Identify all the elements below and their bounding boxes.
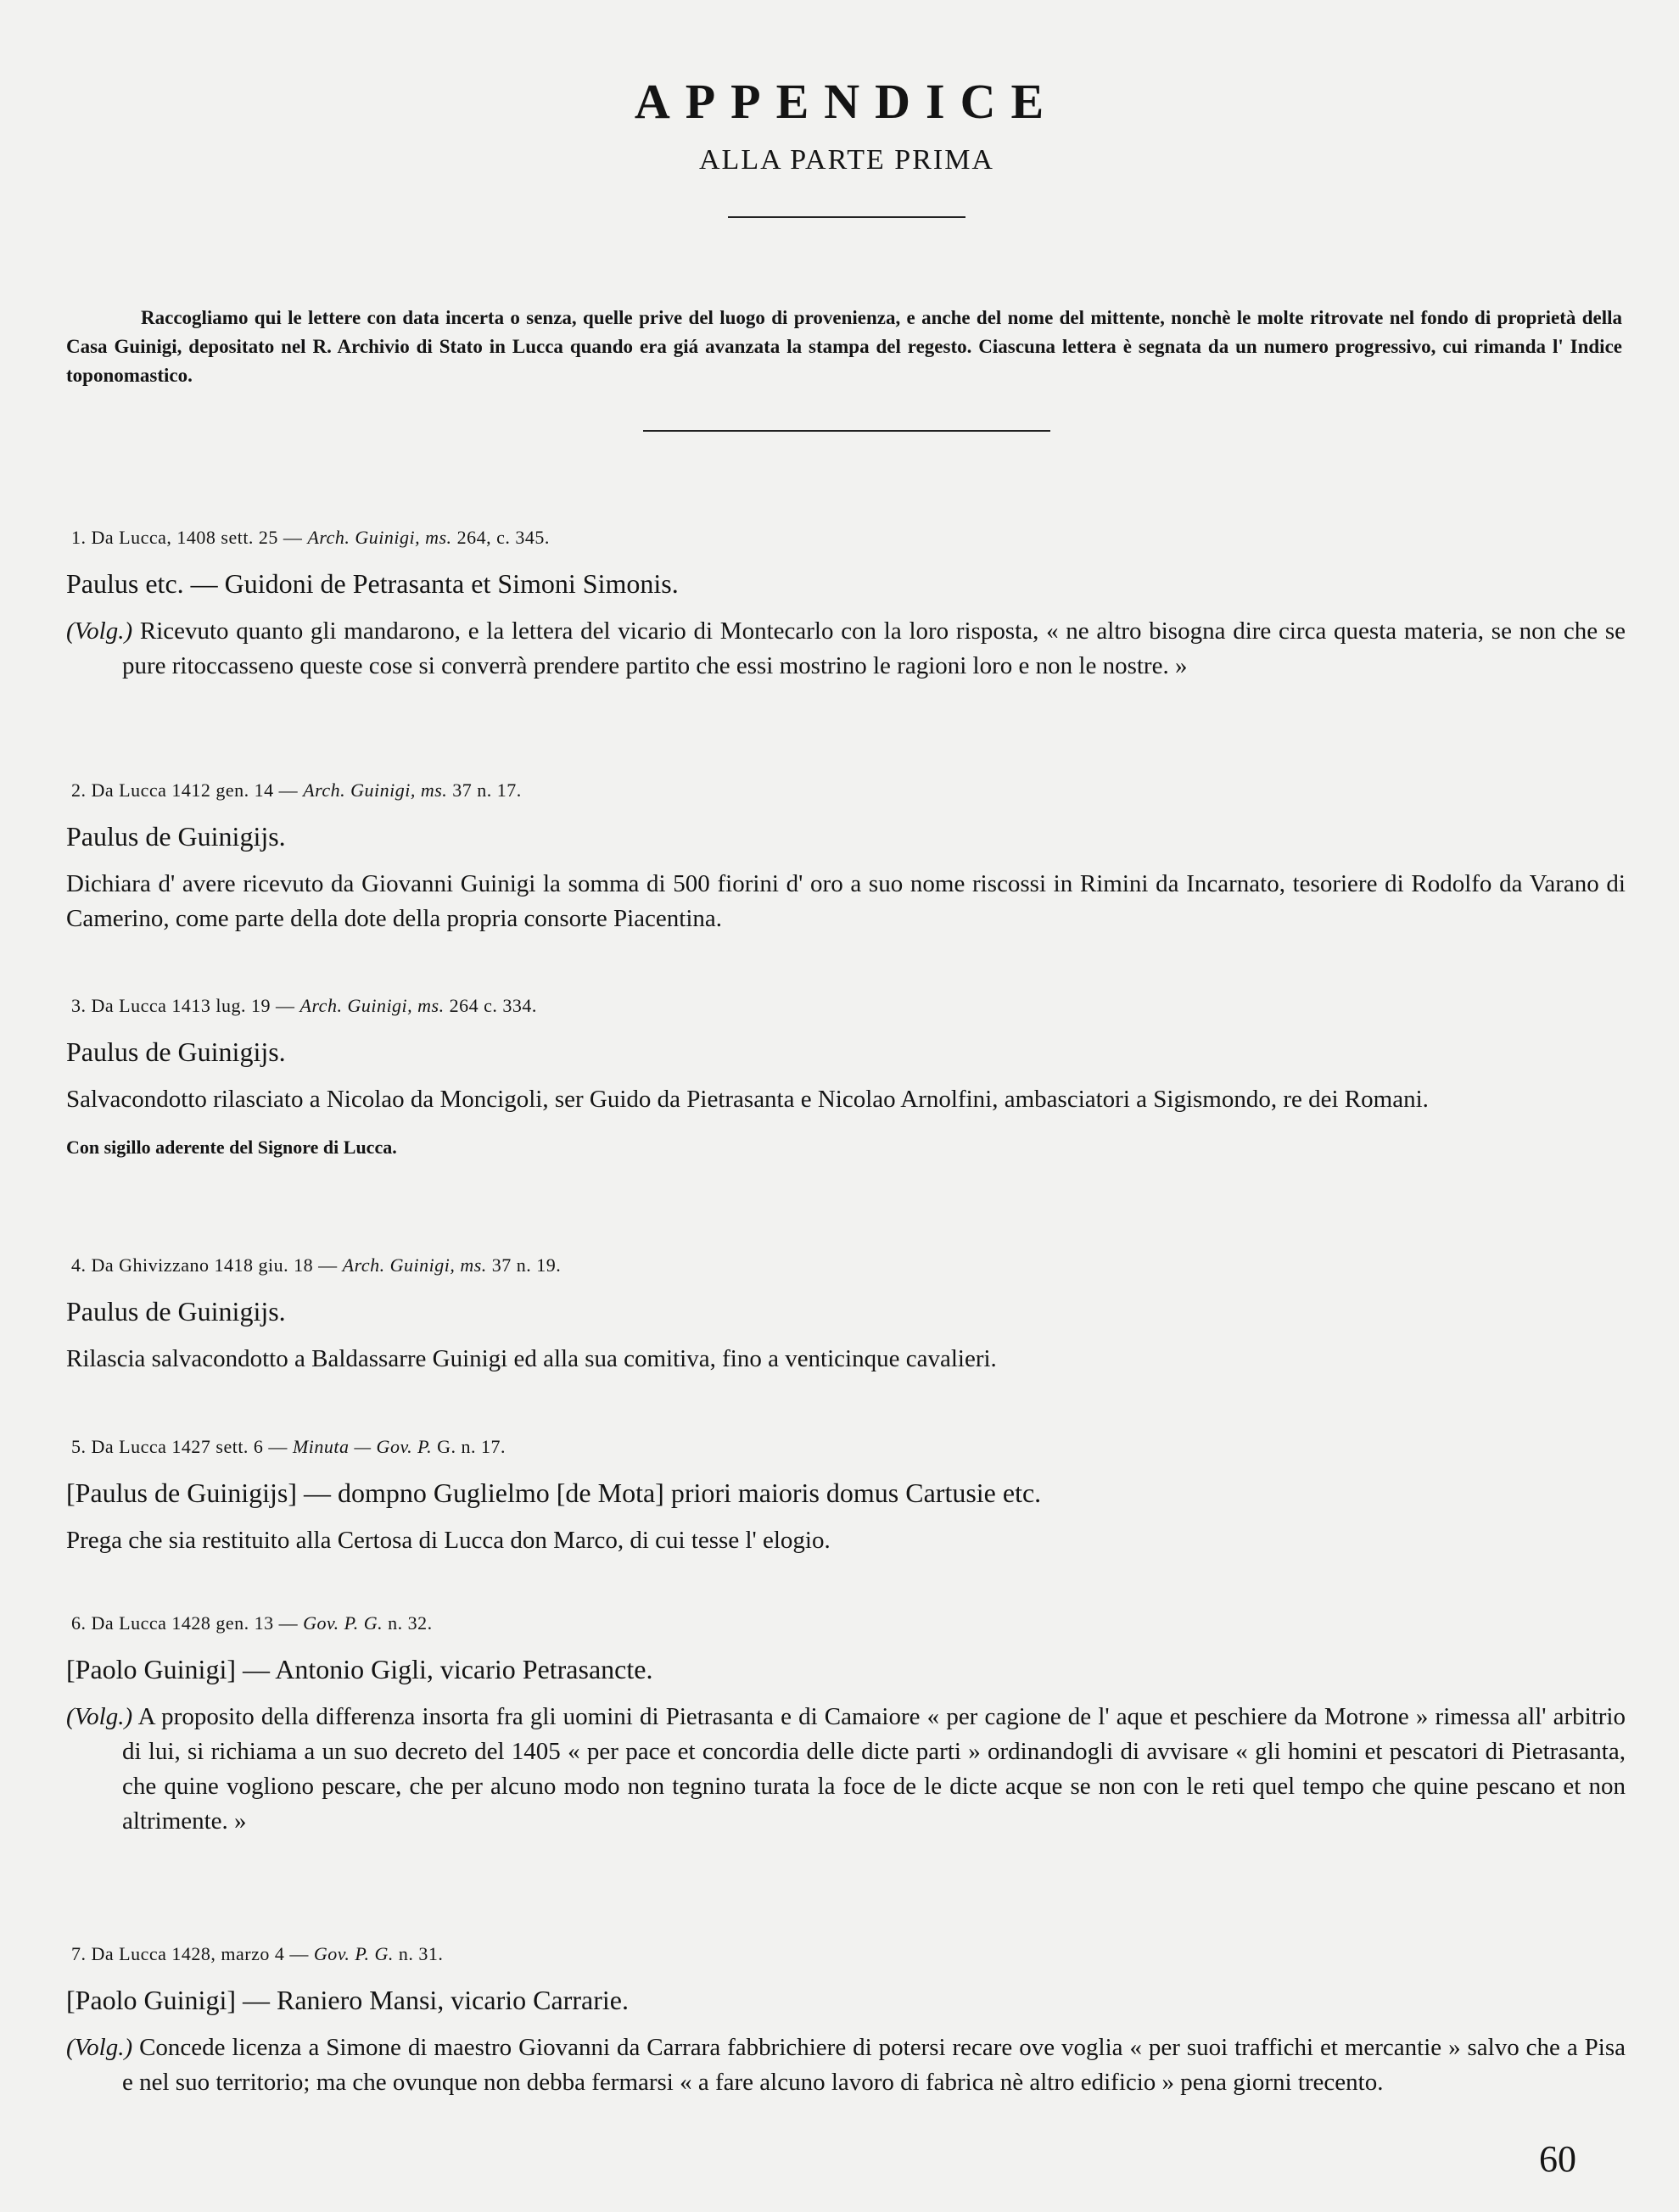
entry-heading <box>66 526 1626 550</box>
entry-ref: 37 n. 19. <box>491 1254 562 1276</box>
entry-source: Arch. Guinigi, ms. <box>299 995 445 1016</box>
entry-number: 4. <box>71 1254 87 1276</box>
entry-text: Salvacondotto rilasciato a Nicolao da Moncigoli, ser Guido da Pietrasanta e Nicolao Arnolfini, ambasciatori a Sigismondo, re dei Romani. <box>66 1086 1429 1113</box>
entry-ref: n. 32. <box>388 1612 433 1634</box>
entry-source: Arch. Guinigi, ms. <box>307 527 452 548</box>
entry-number: 6. <box>71 1612 87 1634</box>
entry-addressee: [Paolo Guinigi] — Raniero Mansi, vicario Carrarie. <box>66 1985 629 2015</box>
entry-number: 1. <box>71 527 87 548</box>
entry-source: Gov. P. G. <box>313 1943 394 1964</box>
intro-paragraph: Raccogliamo qui le lettere con data incerta o senza, quelle prive del luogo di provenienza, e anche del nome del mittente, nonchè le molte ritrovate nel fondo di proprietà della Casa Guinigi, depositato nel R. Archivio di Stato in Lucca quando era giá avanzata la stampa del regesto. Ciascuna lettera è segnata da un numero progressivo, cui rimanda l' Indice toponomastico. <box>66 307 1622 386</box>
entry-source: Minuta — Gov. P. <box>292 1436 433 1457</box>
entry-text: Rilascia salvacondotto a Baldassarre Guinigi ed alla sua comitiva, fino a venticinque cavalieri. <box>66 1345 997 1372</box>
page-title: APPENDICE <box>634 74 1060 129</box>
entry-source: Arch. Guinigi, ms. <box>342 1254 487 1276</box>
entry-text: Dichiara d' avere ricevuto da Giovanni Guinigi la somma di 500 fiorini d' oro a suo nome riscossi in Rimini da Incarnato, tesoriere di Rodolfo da Varano di Camerino, come parte della dote della propria consorte Piacentina. <box>66 870 1626 932</box>
entry-date: Da Lucca 1428 gen. 13 — <box>91 1612 299 1634</box>
entry-number: 2. <box>71 779 87 801</box>
entry-ref: 264 c. 334. <box>449 995 537 1016</box>
page-number: 60 <box>1539 2138 1576 2180</box>
page-subtitle: ALLA PARTE PRIMA <box>699 144 994 176</box>
entry-addressee: Paulus de Guinigijs. <box>66 1296 286 1327</box>
entry-text: Prega che sia restituito alla Certosa di Lucca don Marco, di cui tesse l' elogio. <box>66 1527 831 1554</box>
entry-date: Da Lucca 1413 lug. 19 — <box>91 995 295 1016</box>
volg-label: (Volg.) <box>66 617 133 645</box>
entry-heading <box>66 1254 1626 1277</box>
entry-text: (Volg.) A proposito della differenza insorta fra gli uomini di Pietrasanta e di Camaiore « per cagione de l' aque et peschiere da Motrone » rimessa all' arbitrio di lui, si richiama a un suo decreto del 1405 « per pace et concordia delle dicte parti » ordinandogli di avvisare « gli homini et pescatori di Pietrasanta, che quine vogliono pescare, che per alcuno modo non tegnino turata la foce de le dicte acque se non con le reti quel tempo che quine pescano et non altrimente. » <box>66 1703 1626 1835</box>
entry-heading <box>66 1435 1626 1459</box>
letter-entry-3 <box>66 994 1626 1159</box>
entry-date: Da Lucca, 1408 sett. 25 — <box>91 527 303 548</box>
entry-source: Gov. P. G. <box>303 1612 383 1634</box>
volg-label: (Volg.) <box>66 2034 133 2061</box>
entry-heading <box>66 1942 1626 1966</box>
entry-ref: n. 31. <box>398 1943 444 1964</box>
entry-addressee: Paulus de Guinigijs. <box>66 821 286 852</box>
entry-addressee: [Paulus de Guinigijs] — dompno Guglielmo [de Mota] priori maioris domus Cartusie etc. <box>66 1477 1042 1508</box>
entry-ref: 37 n. 17. <box>452 779 522 801</box>
entry-addressee: Paulus de Guinigijs. <box>66 1036 286 1067</box>
entry-date: Da Lucca 1428, marzo 4 — <box>91 1943 309 1964</box>
volg-label: (Volg.) <box>66 1703 133 1730</box>
divider <box>728 216 965 218</box>
letter-entry-2 <box>66 779 1626 936</box>
entry-addressee: Paulus etc. — Guidoni de Petrasanta et Simoni Simonis. <box>66 568 679 599</box>
entry-number: 3. <box>71 995 87 1016</box>
entry-heading <box>66 779 1626 802</box>
entry-date: Da Lucca 1412 gen. 14 — <box>91 779 299 801</box>
entry-note: Con sigillo aderente del Signore di Lucca. <box>66 1137 397 1158</box>
entry-source: Arch. Guinigi, ms. <box>303 779 448 801</box>
entry-addressee: [Paolo Guinigi] — Antonio Gigli, vicario Petrasancte. <box>66 1654 653 1684</box>
letter-entry-4 <box>66 1254 1626 1377</box>
entry-number: 5. <box>71 1436 87 1457</box>
entry-ref: G. n. 17. <box>437 1436 506 1457</box>
entry-heading <box>66 994 1626 1018</box>
entry-number: 7. <box>71 1943 87 1964</box>
entry-date: Da Lucca 1427 sett. 6 — <box>91 1436 288 1457</box>
divider <box>643 430 1050 432</box>
page <box>66 0 1627 2212</box>
entry-ref: 264, c. 345. <box>456 527 550 548</box>
letter-entry-7 <box>66 1942 1626 2100</box>
letter-entry-6 <box>66 1612 1626 1839</box>
entry-date: Da Ghivizzano 1418 giu. 18 — <box>91 1254 338 1276</box>
letter-entry-5 <box>66 1435 1626 1558</box>
entry-text: (Volg.) Ricevuto quanto gli mandarono, e la lettera del vicario di Montecarlo con la loro risposta, « ne altro bisogna dire circa questa materia, se non che se pure ritoccasseno queste cose si converrà prendere partito che essi mostrino le ragioni loro e non le nostre. » <box>66 617 1626 679</box>
entry-text: (Volg.) Concede licenza a Simone di maestro Giovanni da Carrara fabbrichiere di potersi recare ove voglia « per suoi traffichi et mercantie » salvo che a Pisa e nel suo territorio; ma che ovunque non debba fermarsi « a fare alcuno lavoro di fabrica nè altro edificio » pena giorni trecento. <box>66 2034 1626 2096</box>
entry-heading <box>66 1612 1626 1635</box>
letter-entry-1 <box>66 526 1626 684</box>
